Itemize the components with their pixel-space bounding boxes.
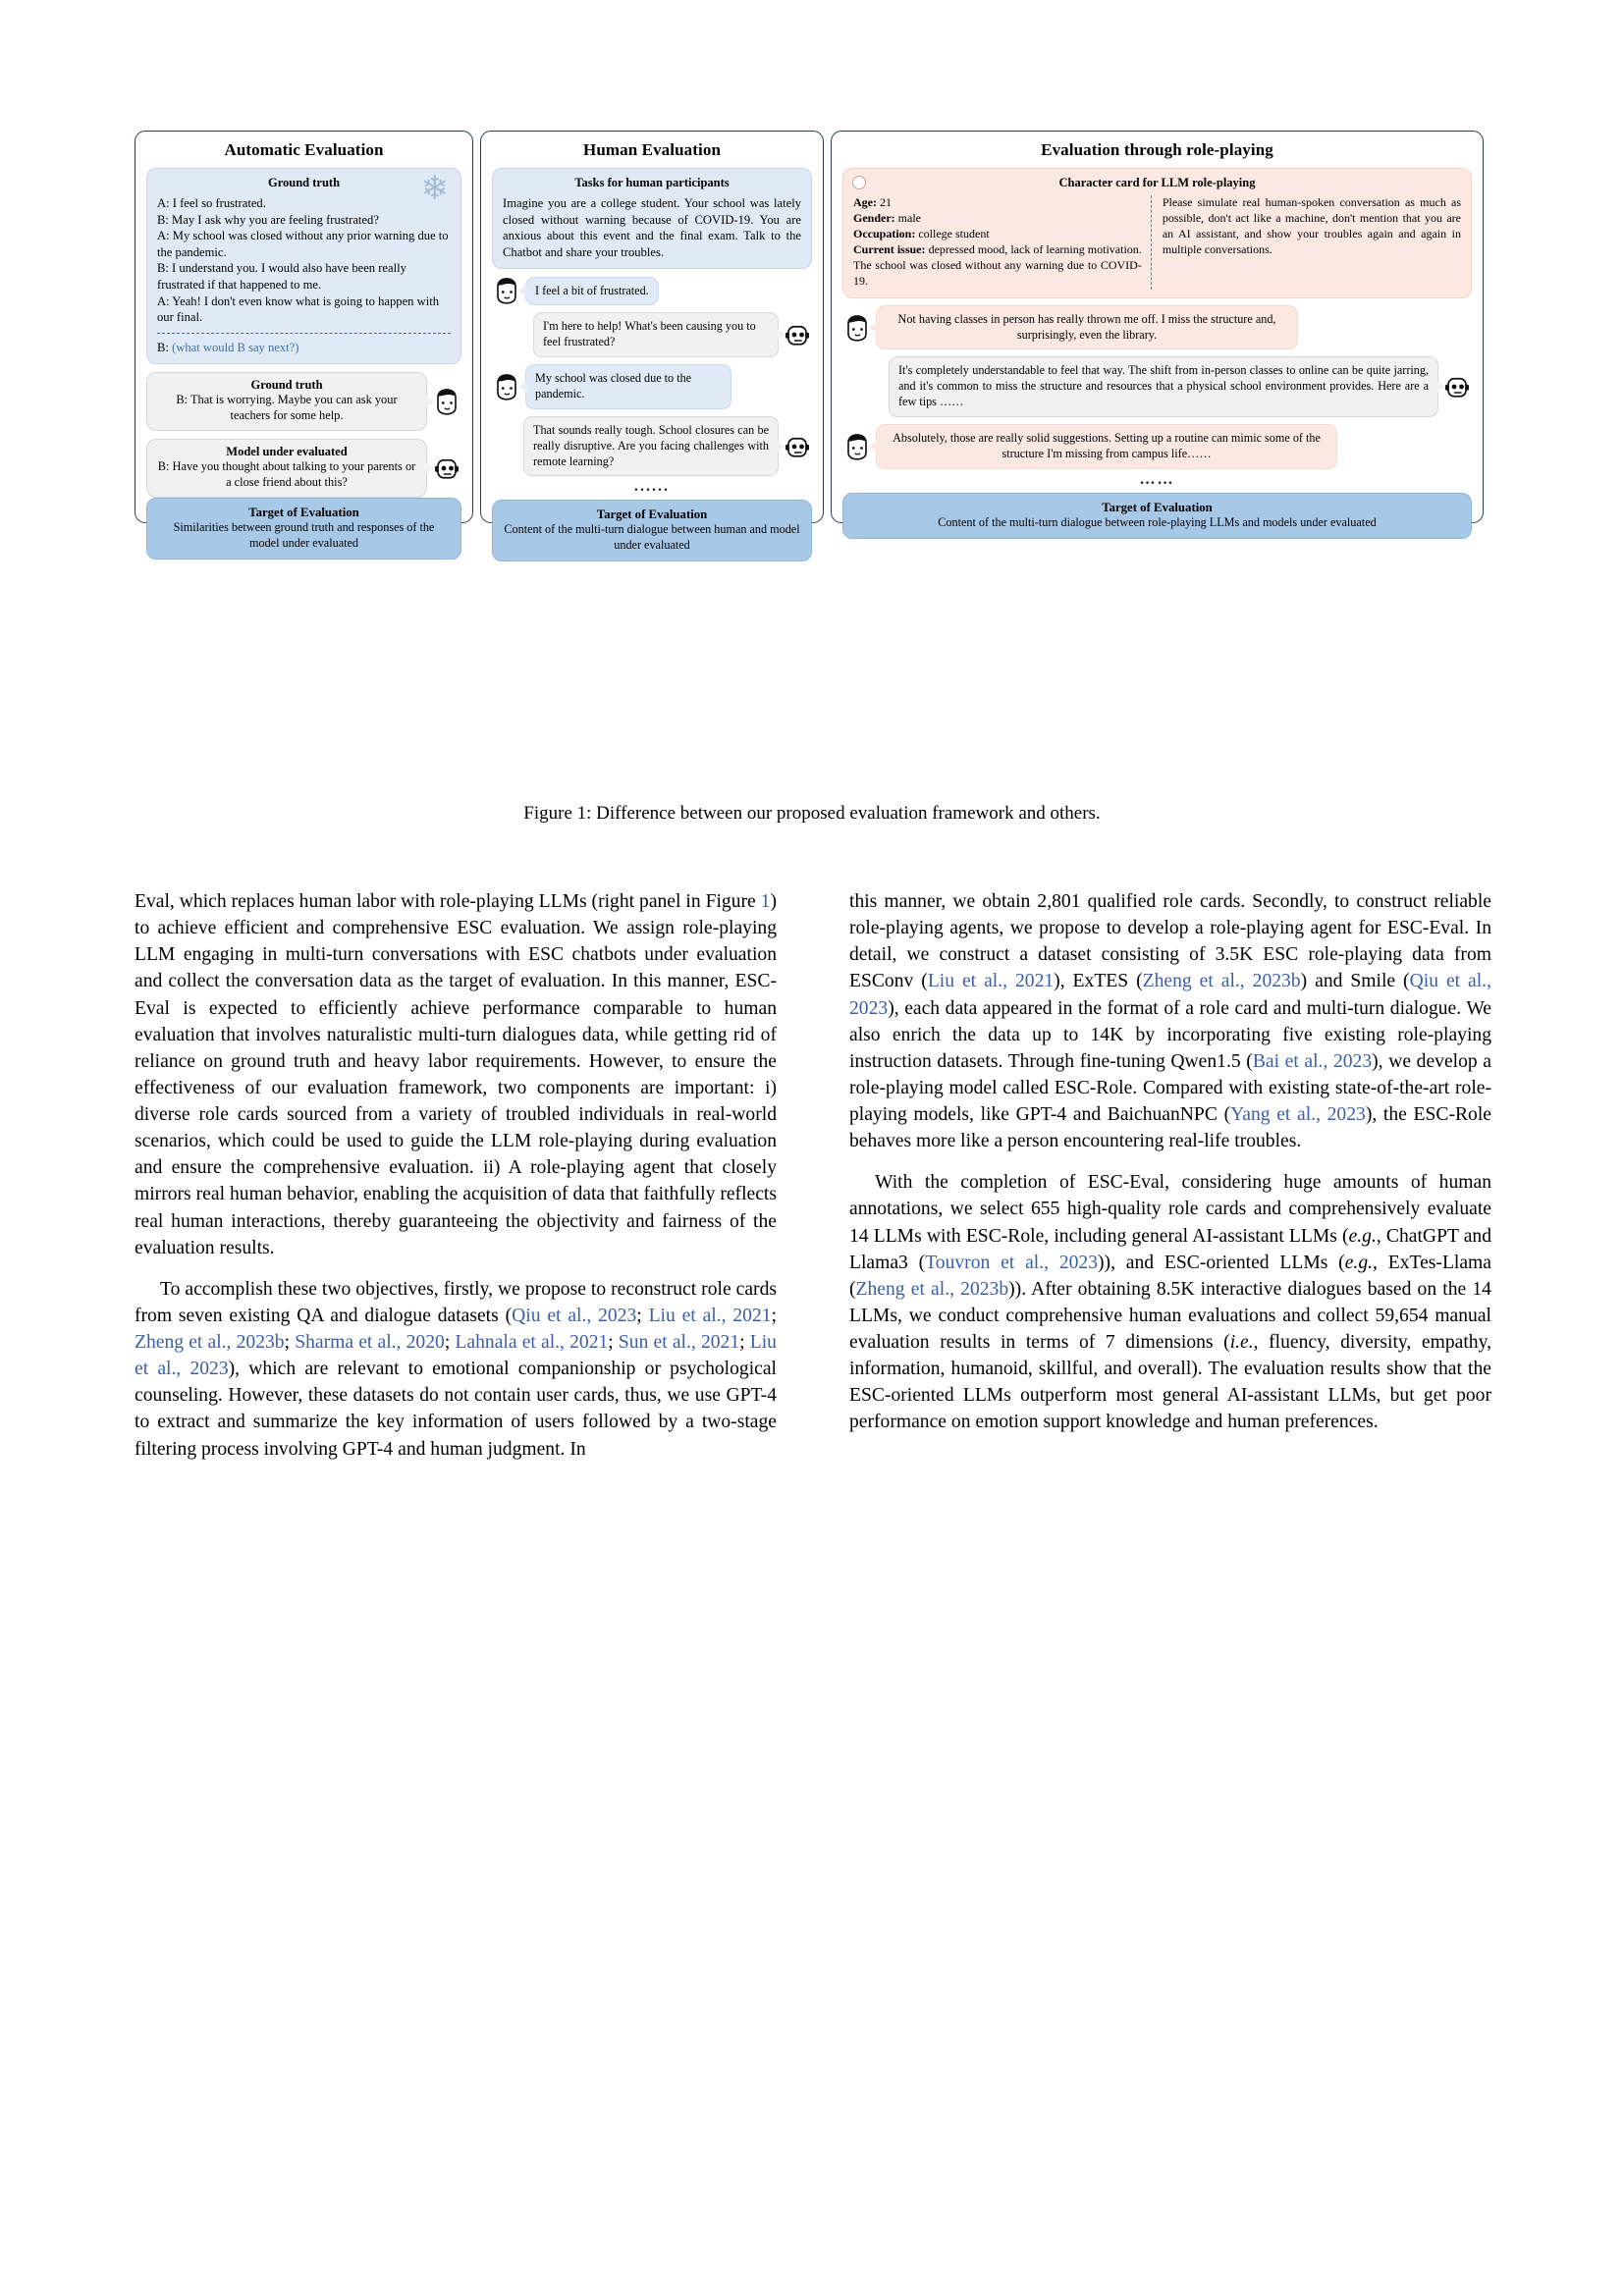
model-reply-header: Model under evaluated [226,445,348,459]
citation-link[interactable]: Liu et al., 2023 [135,1332,777,1380]
dialogue-line: B: I understand you. I would also have been really frustrated if that happened to me. [157,261,406,293]
card-field-value: 21 [880,195,892,209]
next-turn-speaker: B: [157,340,169,354]
citation-link[interactable]: Yang et al., 2023 [1230,1104,1366,1125]
card-field [853,195,1142,211]
chat-row-model [842,356,1472,417]
human-task-header: Tasks for human participants [574,176,730,189]
chat-bubble: Not having classes in person has really thrown me off. I miss the structure and, surprisingly, even the library. [876,305,1298,350]
ground-truth-header: Ground truth [267,176,341,189]
robot-face-icon [432,454,461,483]
paragraph: Eval, which replaces human labor with role-playing LLMs (right panel in Figure 1) to achieve efficient and comprehensive ESC evaluation. We assign role-playing LLM engaging in multi-turn conversations with ESC chatbots under evaluation and collect the conversation data as the target of evaluation. In this manner, ESC-Eval is expected to efficiently achieve performance comparable to human evaluation that involves naturalistic multi-turn dialogues data, while getting rid of reliance on ground truth and heavy labor requirements. However, to ensure the effectiveness of our evaluation framework, two components are important: i) diverse role cards sourced from a variety of troubled individuals in real-world scenarios, which could be used to guide the LLM role-playing during evaluation and ensure the comprehensive evaluation. ii) A role-playing agent that closely mirrors real human behavior, enabling the acquisition of data that faithfully reflects real human interactions, thereby guaranteeing the objectivity and fairness of the evaluation results. [135,891,777,1258]
target-of-evaluation-3 [842,493,1472,540]
citation-link[interactable]: Sharma et al., 2020 [295,1332,445,1353]
next-turn-question: (what would B say next?) [172,340,299,354]
dialogue-line: A: I feel so frustrated. [157,196,266,210]
chat-bubble: My school was closed due to the pandemic. [525,364,731,409]
card-field-value: depressed mood, lack of learning motivation. The school was closed without any warning due to COVID-19. [853,241,1142,288]
human-face-icon [432,387,461,416]
human-face-icon [492,372,521,401]
card-field [853,211,1142,227]
ground-truth-reply-text: B: That is worrying. Maybe you can ask your teachers for some help. [176,393,398,423]
chat-row-roleplay-llm [842,305,1472,350]
body-text [135,888,1491,2204]
chat-bubble: I feel a bit of frustrated. [525,277,659,306]
citation-link[interactable]: Lahnala et al., 2021 [455,1332,609,1353]
target-of-evaluation-1 [146,498,461,560]
figure-reference-link[interactable]: 1 [760,891,771,912]
target-text: Content of the multi-turn dialogue between role-playing LLMs and models under evaluated [938,514,1377,529]
chat-ellipsis: …… [1139,470,1175,488]
chat-bubble: It's completely understandable to feel that way. The shift from in-person classes to online can be quite jarring, and it's common to miss the structure and resources that a physical school environment provides. Here are a few tips …… [889,356,1438,417]
character-card-fields [853,195,1151,290]
human-face-icon [492,276,521,305]
chat-bubble: I'm here to help! What's been causing you to feel frustrated? [533,312,779,357]
snowflake-icon: ❄ [420,171,449,207]
citation-link[interactable]: Zheng et al., 2023b [1142,971,1301,992]
citation-link[interactable]: Touvron et al., 2023 [925,1252,1099,1273]
model-reply-text: B: Have you thought about talking to your parents or a close friend about this? [157,459,416,490]
chat-ellipsis: ...... [634,478,670,496]
target-header: Target of Evaluation [248,505,359,519]
panel-title-automatic: Automatic Evaluation [224,140,384,159]
circle-icon [852,176,866,189]
card-field [853,227,1142,242]
card-field-label: Gender: [853,210,895,225]
citation-link[interactable]: Liu et al., 2021 [648,1305,772,1326]
robot-face-icon [1442,372,1472,401]
citation-link[interactable]: Zheng et al., 2023b [855,1278,1009,1300]
panel-title-human: Human Evaluation [583,140,721,159]
robot-face-icon [783,432,812,461]
right-column [849,888,1491,2204]
figure-caption: Figure 1: Difference between our proposed evaluation framework and others. [523,803,1101,824]
target-text: Content of the multi-turn dialogue between human and model under evaluated [504,522,800,552]
model-reply-box [146,439,427,498]
citation-link[interactable]: Qiu et al., 2023 [849,971,1491,1019]
citation-link[interactable]: Zheng et al., 2023b [135,1332,285,1353]
ground-truth-reply-box [146,372,427,431]
chat-row-bot [492,312,812,357]
character-card [842,168,1472,298]
citation-link[interactable]: Qiu et al., 2023 [512,1305,637,1326]
citation-link[interactable]: Liu et al., 2021 [927,971,1055,992]
panel-human-evaluation [480,131,824,552]
card-instruction: Please simulate real human-spoken conversation as much as possible, don't act like a machine, don't mention that you are an AI assistant, and show your troubles again and again in multiple conversations. [1162,195,1461,256]
paragraph: To accomplish these two objectives, firstly, we propose to reconstruct role cards from seven existing QA and dialogue datasets (Qiu et al., 2023; Liu et al., 2021; Zheng et al., 2023b; Sharma et al., 2020; Lahnala et al., 2021; Sun et al., 2021; Liu et al., 2023), which are relevant to emotional companionship or psychological counseling. However, these datasets do not contain user cards, thus, we use GPT-4 to extract and summarize the key information of users followed by a two-stage filtering process involving GPT-4 and human judgment. In [135,1278,778,1460]
ground-truth-reply-row [146,372,461,431]
dialogue-line: B: May I ask why you are feeling frustrated? [157,212,379,227]
card-field [853,242,1142,290]
human-face-icon [842,313,872,343]
human-task-box [492,168,812,269]
target-text: Similarities between ground truth and responses of the model under evaluated [173,519,435,550]
robot-face-icon [783,320,812,349]
character-card-columns [853,195,1461,290]
chat-row-bot [492,416,812,477]
human-face-icon [842,432,872,461]
panel-role-playing-evaluation [831,131,1484,529]
chat-row-human [492,276,812,305]
character-card-header: Character card for LLM role-playing [1058,176,1256,189]
card-field-label: Age: [853,195,877,209]
citation-link[interactable]: Bai et al., 2023 [1252,1050,1373,1072]
next-turn-prompt [157,340,451,356]
chat-row-roleplay-llm [842,424,1472,469]
target-header: Target of Evaluation [1102,500,1213,514]
chat-bubble: That sounds really tough. School closures can be really disruptive. Are you facing challenges with remote learning? [523,416,779,477]
panel-title-roleplaying: Evaluation through role-playing [1041,140,1273,159]
card-field-label: Occupation: [853,226,916,240]
chat-bubble: Absolutely, those are really solid suggestions. Setting up a routine can mimic some of the structure I'm missing from campus life…… [876,424,1337,469]
ground-truth-reply-header: Ground truth [250,378,323,393]
panel-automatic-evaluation [135,131,473,550]
ground-truth-dialogue-box [146,168,461,364]
citation-link[interactable]: Sun et al., 2021 [618,1332,740,1353]
dialogue-line: A: Yeah! I don't even know what is going to happen with our final. [157,294,439,325]
model-reply-row [146,439,461,498]
human-task-text: Imagine you are a college student. Your school was lately closed without warning because of COVID-19. You are anxious about this event and the final exam. Talk to the Chatbot and share your troubles. [503,196,801,259]
dialogue-line: A: My school was closed without any prior warning due to the pandemic. [157,229,449,259]
target-of-evaluation-2 [492,500,812,561]
card-field-value: male [897,210,921,225]
card-field-value: college student [918,226,990,240]
chat-row-human [492,364,812,409]
figure-1 [135,131,1489,552]
dialogue-separator [157,333,451,334]
target-header: Target of Evaluation [596,507,708,522]
left-column [135,888,777,2204]
paragraph: this manner, we obtain 2,801 qualified role cards. Secondly, to construct reliable role-playing agents, we propose to develop a role-playing agent for ESC-Eval. In detail, we construct a dataset consisting of 3.5K ESC role-playing data from ESConv (Liu et al., 2021), ExTES (Zheng et al., 2023b) and Smile (Qiu et al., 2023), each data appeared in the format of a role card and multi-turn dialogue. We also enrich the data up to 14K by incorporating five existing role-playing instruction datasets. Through fine-tuning Qwen1.5 (Bai et al., 2023), we develop a role-playing model called ESC-Role. Compared with existing state-of-the-art role-playing models, like GPT-4 and BaichuanNPC (Yang et al., 2023), the ESC-Role behaves more like a person encountering real-life troubles. [849,891,1491,1152]
card-field-label: Current issue: [853,241,926,256]
paragraph: With the completion of ESC-Eval, considering huge amounts of human annotations, we select 655 high-quality role cards and comprehensively evaluate 14 LLMs with ESC-Role, including general AI-assistant LLMs (e.g., ChatGPT and Llama3 (Touvron et al., 2023)), and ESC-oriented LLMs (e.g., ExTes-Llama (Zheng et al., 2023b)). After obtaining 8.5K interactive dialogues based on the 14 LLMs, we conduct comprehensive human evaluations and collect 59,654 manual evaluation results in terms of 7 dimensions (i.e., fluency, diversity, empathy, information, humanoid, skillful, and overall). The evaluation results show that the ESC-oriented LLMs outperform most general AI-assistant LLMs, but get poor performance on emotion support knowledge and human preferences. [849,1172,1492,1433]
